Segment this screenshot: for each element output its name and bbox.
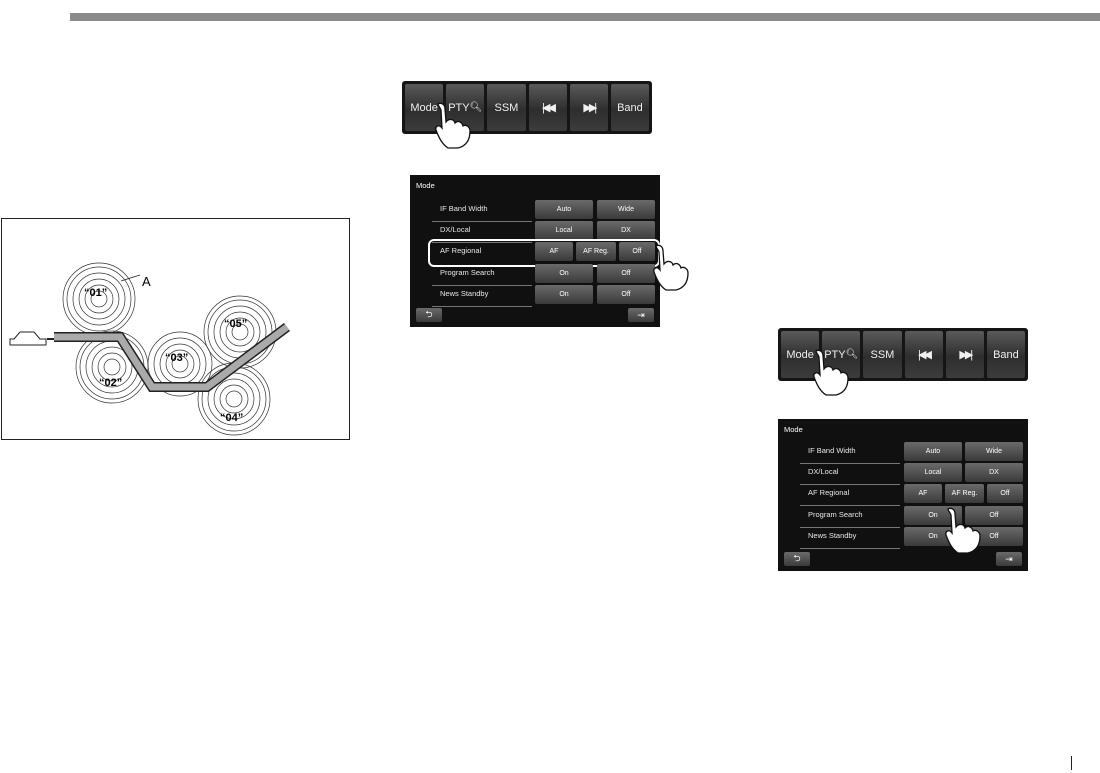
row-label: IF Band Width (440, 204, 488, 213)
station-label: “03” (165, 352, 189, 364)
mode-panel (778, 419, 1028, 571)
row-news-standby (410, 285, 660, 305)
option-af[interactable]: AF (904, 484, 942, 503)
option-on[interactable]: On (904, 506, 962, 525)
option-local[interactable]: Local (904, 463, 962, 482)
option-off[interactable]: Off (597, 264, 655, 283)
row-label: IF Band Width (808, 446, 856, 455)
finger-tap-icon (940, 505, 990, 555)
finger-tap-icon (648, 242, 698, 292)
exit-button[interactable] (996, 552, 1022, 566)
skip-back-icon: |◀◀ (542, 102, 553, 114)
previous-button[interactable] (529, 84, 567, 131)
skip-forward-icon: ▶▶| (959, 349, 971, 361)
ssm-button-label: SSM (870, 348, 895, 361)
row-divider (800, 548, 900, 549)
band-button[interactable] (987, 331, 1025, 378)
back-button[interactable] (416, 308, 442, 322)
row-label: News Standby (808, 531, 857, 540)
return-arrow-icon: ⮌ (425, 309, 433, 319)
band-button[interactable] (611, 84, 649, 131)
option-auto[interactable]: Auto (535, 200, 593, 219)
panel-title: Mode (416, 181, 435, 190)
row-program-search (778, 506, 1028, 526)
option-dx[interactable]: DX (597, 221, 655, 240)
coverage-illustration (2, 219, 351, 441)
option-local[interactable]: Local (535, 221, 593, 240)
row-dx-local (410, 221, 660, 241)
return-arrow-icon: ⮌ (793, 553, 801, 563)
row-label: DX/Local (808, 467, 839, 476)
row-program-search (410, 264, 660, 284)
mode-button-label: Mode (410, 101, 438, 114)
option-off[interactable]: Off (965, 527, 1023, 546)
option-on[interactable]: On (904, 527, 962, 546)
mode-button-label: Mode (786, 348, 814, 361)
row-label: DX/Local (440, 225, 471, 234)
label-a: A (142, 274, 151, 289)
option-off[interactable]: Off (597, 285, 655, 304)
station-label: “02” (99, 377, 123, 389)
row-label: Program Search (440, 268, 495, 277)
exit-icon: ⇥ (1005, 553, 1013, 564)
next-button[interactable] (570, 84, 608, 131)
option-off[interactable]: Off (965, 506, 1023, 525)
station-label: “04” (220, 412, 244, 424)
pty-button-label: PTY (448, 101, 470, 114)
row-if-band-width (410, 200, 660, 220)
station-label: “01” (84, 287, 108, 299)
exit-button[interactable] (628, 308, 654, 322)
option-wide[interactable]: Wide (965, 442, 1023, 461)
option-af-reg[interactable]: AF Reg. (945, 484, 984, 503)
ssm-button-label: SSM (494, 101, 519, 114)
pty-button-label: PTY (824, 348, 846, 361)
search-icon: 🔍︎ (469, 102, 483, 113)
row-af-regional (778, 484, 1028, 504)
band-button-label: Band (993, 348, 1019, 361)
row-divider (432, 306, 532, 307)
previous-button[interactable] (905, 331, 943, 378)
option-on[interactable]: On (535, 264, 593, 283)
row-label: News Standby (440, 289, 489, 298)
header-rule (0, 13, 1100, 21)
option-dx[interactable]: DX (965, 463, 1023, 482)
row-af-regional (410, 242, 660, 262)
skip-back-icon: |◀◀ (918, 349, 929, 361)
row-news-standby (778, 527, 1028, 547)
next-button[interactable] (946, 331, 984, 378)
station-label: “05” (224, 318, 248, 330)
row-dx-local (778, 463, 1028, 483)
ssm-button[interactable] (863, 331, 901, 378)
option-off[interactable]: Off (987, 484, 1023, 503)
exit-icon: ⇥ (637, 309, 645, 320)
page-margin-rule (1071, 756, 1072, 770)
finger-tap-icon (430, 100, 480, 150)
option-af-reg[interactable]: AF Reg. (576, 242, 616, 261)
row-if-band-width (778, 442, 1028, 462)
back-button[interactable] (784, 552, 810, 566)
band-button-label: Band (617, 101, 643, 114)
af-network-diagram (1, 218, 350, 440)
panel-title: Mode (784, 425, 803, 434)
search-icon: 🔍︎ (845, 349, 859, 360)
row-label: AF Regional (808, 488, 850, 497)
option-on[interactable]: On (535, 285, 593, 304)
option-auto[interactable]: Auto (904, 442, 962, 461)
finger-tap-icon (808, 347, 858, 397)
mode-panel (410, 175, 660, 327)
option-wide[interactable]: Wide (597, 200, 655, 219)
row-label: AF Regional (440, 246, 482, 255)
option-af[interactable]: AF (535, 242, 573, 261)
skip-forward-icon: ▶▶| (583, 102, 595, 114)
row-label: Program Search (808, 510, 863, 519)
option-off[interactable]: Off (619, 242, 655, 261)
header-tab (0, 0, 70, 21)
ssm-button[interactable] (487, 84, 525, 131)
